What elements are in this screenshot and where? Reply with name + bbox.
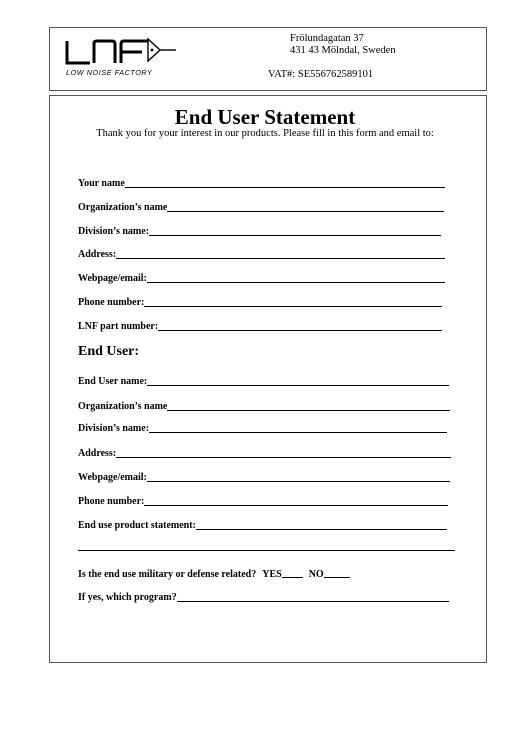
- fill-line[interactable]: [144, 504, 448, 506]
- field-end-user-address[interactable]: [78, 446, 451, 460]
- fill-line[interactable]: [167, 409, 450, 411]
- end-use-statement-extra-line[interactable]: [78, 550, 455, 551]
- address-city: 431 43 Mölndal, Sweden: [290, 45, 396, 56]
- field-label: Phone number:: [78, 297, 145, 308]
- field-division-name[interactable]: [78, 224, 441, 238]
- field-webpage-email[interactable]: [78, 271, 445, 285]
- fill-line[interactable]: [167, 210, 444, 212]
- field-label: Phone number:: [78, 496, 145, 507]
- lnf-logo: [64, 37, 184, 79]
- field-end-user-organization[interactable]: [78, 399, 450, 413]
- field-label: Webpage/email:: [78, 273, 147, 284]
- fill-line[interactable]: [147, 281, 445, 283]
- field-address[interactable]: [78, 247, 445, 261]
- field-label: Your name: [78, 178, 125, 189]
- fill-line[interactable]: [196, 528, 447, 530]
- field-label: End use product statement:: [78, 520, 196, 531]
- fill-line[interactable]: [116, 456, 451, 458]
- form-title: End User Statement: [174, 105, 356, 129]
- field-label: Address:: [78, 249, 117, 260]
- field-end-user-name[interactable]: [78, 374, 449, 388]
- field-end-user-phone[interactable]: [78, 494, 448, 508]
- fill-line[interactable]: [149, 431, 447, 433]
- field-label: Organization’s name: [78, 401, 168, 412]
- field-label: Webpage/email:: [78, 472, 147, 483]
- letterhead-box: [49, 27, 487, 91]
- field-label: Division’s name:: [78, 423, 150, 434]
- fill-line[interactable]: [149, 234, 441, 236]
- fill-line[interactable]: [147, 480, 450, 482]
- field-phone-number[interactable]: [78, 295, 442, 309]
- yes-label: YES: [262, 569, 282, 580]
- field-end-use-statement[interactable]: [78, 518, 447, 532]
- field-label: Organization’s name: [78, 202, 168, 213]
- fill-line[interactable]: [147, 384, 449, 386]
- field-your-name[interactable]: [78, 176, 445, 190]
- fill-line[interactable]: [125, 186, 445, 188]
- field-label: LNF part number:: [78, 321, 159, 332]
- field-end-user-division[interactable]: [78, 421, 447, 435]
- field-organization-name[interactable]: [78, 200, 444, 214]
- no-answer-line[interactable]: [324, 576, 350, 578]
- field-which-program[interactable]: [78, 590, 449, 604]
- form-subtitle: Thank you for your interest in our products. Please fill in this form and email to:: [96, 128, 434, 139]
- lnf-logo-icon: [64, 37, 184, 69]
- end-user-heading: End User:: [78, 344, 140, 359]
- fill-line[interactable]: [116, 257, 445, 259]
- no-label: NO: [308, 569, 324, 580]
- field-label: Address:: [78, 448, 117, 459]
- field-label: Division’s name:: [78, 226, 150, 237]
- yes-answer-line[interactable]: [282, 576, 303, 578]
- fill-line[interactable]: [144, 305, 442, 307]
- fill-line[interactable]: [158, 329, 442, 331]
- field-label: End User name:: [78, 376, 148, 387]
- logo-tagline: LOW NOISE FACTORY: [66, 68, 153, 77]
- military-question-row: [78, 566, 350, 580]
- field-lnf-part-number[interactable]: [78, 319, 442, 333]
- vat-number: VAT#: SE556762589101: [268, 69, 374, 80]
- field-end-user-webpage-email[interactable]: [78, 470, 450, 484]
- military-question: Is the end use military or defense related?: [78, 569, 257, 580]
- field-label: If yes, which program?: [78, 592, 177, 603]
- fill-line[interactable]: [177, 600, 449, 602]
- address-street: Frölundagatan 37: [290, 33, 364, 44]
